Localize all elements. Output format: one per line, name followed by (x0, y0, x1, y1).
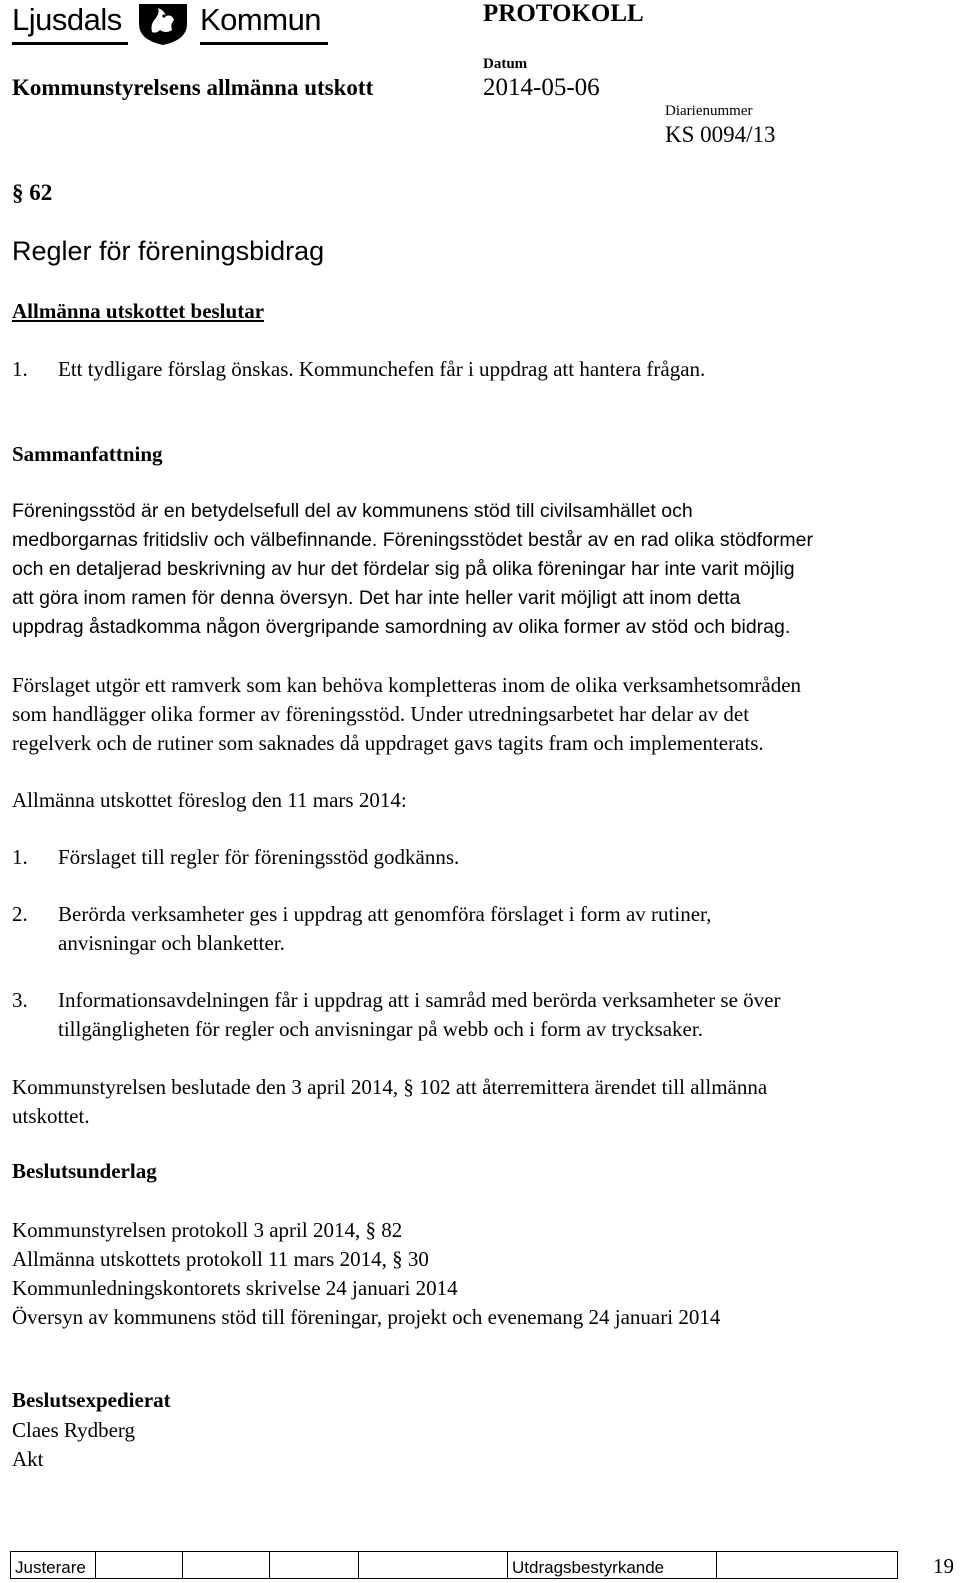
footer-signature-box (96, 1552, 183, 1579)
datum-value: 2014-05-06 (483, 74, 600, 101)
logo-underline-left (12, 42, 128, 45)
sammanfattning-paragraph-2 (12, 671, 801, 758)
footer-utdragsbestyrkande: Utdragsbestyrkande (508, 1552, 717, 1579)
list-item: Kommunledningskontorets skrivelse 24 januari 2014 (12, 1276, 458, 1300)
committee-name: Kommunstyrelsens allmänna utskott (12, 75, 374, 100)
page-title: Regler för föreningsbidrag (12, 236, 325, 266)
paragraph-number (12, 180, 52, 206)
text-line: att göra inom ramen för denna översyn. Det har inte heller varit möjligt att inom detta (12, 587, 741, 609)
diarienummer-value: KS 0094/13 (665, 122, 776, 147)
sammanfattning-paragraph-4 (12, 1073, 767, 1131)
beslut-item (12, 355, 705, 384)
proposal-item (12, 986, 780, 1044)
diarienummer-label: Diarienummer (665, 103, 753, 119)
list-item: Kommunstyrelsen protokoll 3 april 2014, § 82 (12, 1218, 403, 1242)
logo-text-left: Ljusdals (12, 2, 122, 37)
text-line: uppdrag åstadkomma någon övergripande samordning av olika former av stöd och bidrag. (12, 616, 791, 638)
proposal-item (12, 900, 711, 958)
logo-underline-right (200, 42, 328, 45)
beslutsunderlag-heading: Beslutsunderlag (12, 1159, 157, 1183)
text-line: medborgarnas fritidsliv och välbefinnande. Föreningsstödet består av en rad olika stödformer (12, 529, 814, 551)
text-line: anvisningar och blanketter. (58, 931, 285, 955)
footer-signature-table (10, 1551, 954, 1579)
footer-signature-box (359, 1552, 508, 1579)
text-line: tillgängligheten för regler och anvisningar på webb och i form av trycksaker. (58, 1017, 703, 1041)
logo-text-right: Kommun (200, 2, 322, 37)
list-item: Allmänna utskottets protokoll 11 mars 2014, § 30 (12, 1247, 429, 1271)
paragraph-symbol: § (392, 1247, 403, 1271)
text-segment: 102 att återremittera ärendet till allmänna (413, 1075, 768, 1099)
sammanfattning-paragraph-1 (12, 497, 813, 642)
beslutsunderlag-list (12, 1216, 720, 1332)
text-line: Förslaget till regler för föreningsstöd godkänns. (58, 845, 460, 869)
datum-label: Datum (483, 56, 528, 72)
beslut-heading: Allmänna utskottet beslutar (12, 299, 265, 323)
paragraph-symbol: § (365, 1218, 376, 1242)
beslutsexpedierat-list (12, 1416, 135, 1474)
text-line: utskottet. (12, 1104, 90, 1128)
footer-signature-box (270, 1552, 359, 1579)
text-line: Berörda verksamheter ges i uppdrag att genomföra förslaget i form av rutiner, (58, 902, 712, 926)
document-type: PROTOKOLL (483, 0, 644, 27)
proposal-item-number: 1. (12, 845, 28, 869)
proposal-item (12, 843, 459, 872)
footer-signature-box (717, 1552, 898, 1579)
proposal-item-number: 2. (12, 902, 28, 926)
paragraph-symbol: § (12, 180, 24, 205)
paragraph-value: 62 (29, 180, 53, 205)
list-item: Översyn av kommunens stöd till föreningar, projekt och evenemang 24 januari 2014 (12, 1305, 721, 1329)
text-line: Föreningsstöd är en betydelsefull del av kommunens stöd till civilsamhället och (12, 500, 693, 522)
text-line: Förslaget utgör ett ramverk som kan behöva kompletteras inom de olika verksamhetsområden (12, 673, 802, 697)
footer-signature-box (183, 1552, 270, 1579)
beslutsexpedierat-heading: Beslutsexpedierat (12, 1388, 171, 1412)
beslut-item-text: Ett tydligare förslag önskas. Kommunchefen får i uppdrag att hantera frågan. (58, 357, 706, 381)
footer-justerare: Justerare (11, 1552, 96, 1579)
list-item: Claes Rydberg (12, 1418, 136, 1442)
list-item: Akt (12, 1447, 44, 1471)
paragraph-symbol: § (403, 1075, 414, 1099)
proposal-item-number: 3. (12, 988, 28, 1012)
beslut-item-number: 1. (12, 357, 28, 381)
text-line: som handlägger olika former av föreningsstöd. Under utredningsarbetet har delar av det (12, 702, 750, 726)
sammanfattning-paragraph-3: Allmänna utskottet föreslog den 11 mars 2014: (12, 788, 407, 812)
coat-of-arms-icon (134, 2, 192, 46)
page-number: 19 (933, 1553, 954, 1578)
text-segment: Kommunstyrelsen beslutade den 3 april 2014, (12, 1075, 404, 1099)
text-line: Informationsavdelningen får i uppdrag att i samråd med berörda verksamheter se över (58, 988, 781, 1012)
text-line: regelverk och de rutiner som saknades då uppdraget gavs tagits fram och implementerats. (12, 731, 764, 755)
sammanfattning-heading: Sammanfattning (12, 442, 163, 466)
text-line: och en detaljerad beskrivning av hur det fördelar sig på olika föreningar har inte varit möjlig (12, 558, 795, 580)
